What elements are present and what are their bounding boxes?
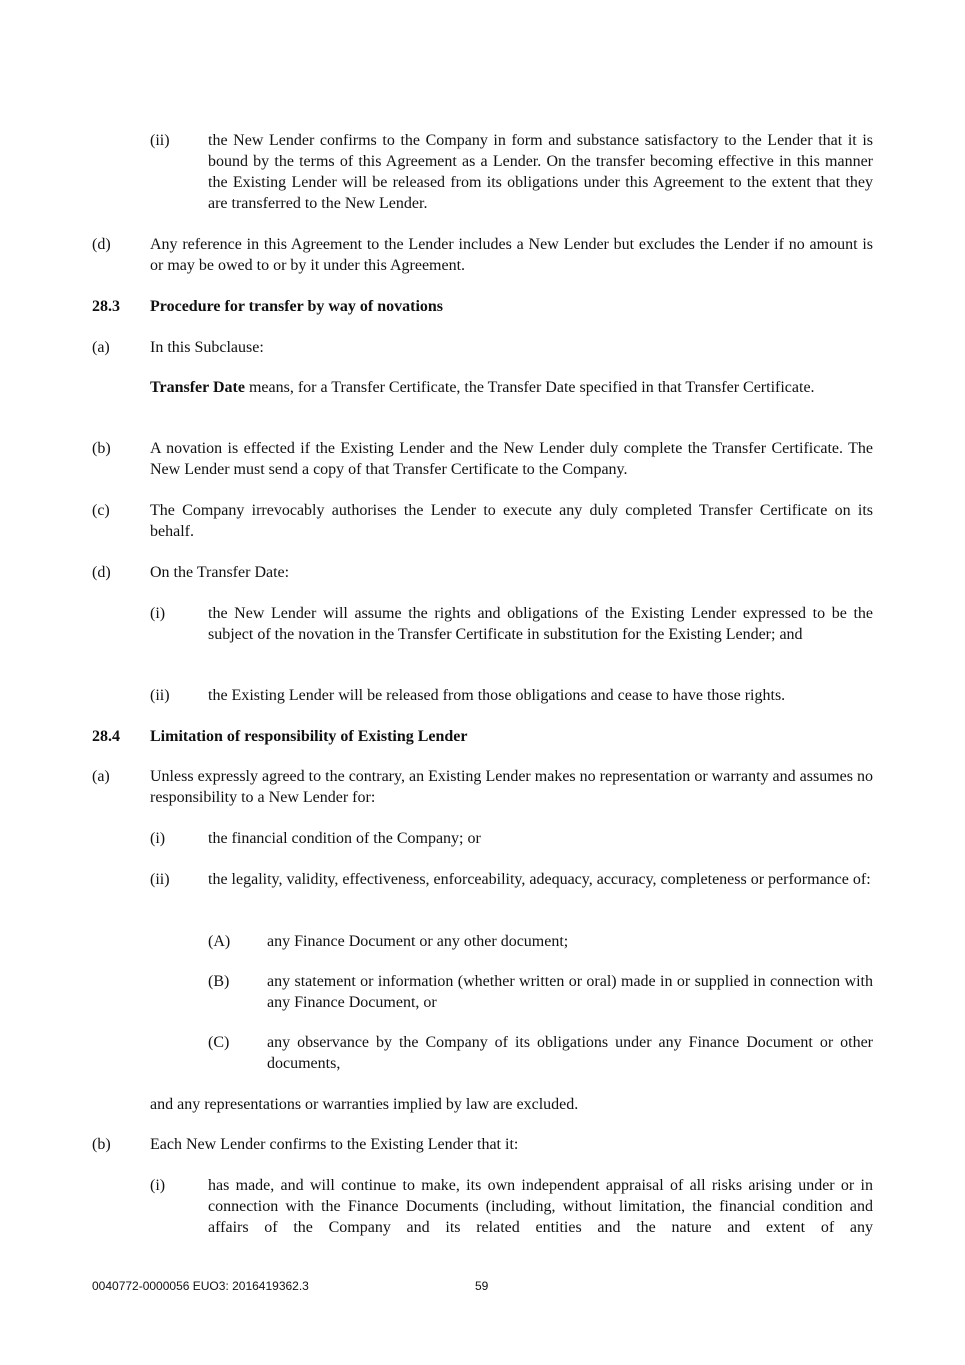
item-label: (a) [92,339,110,356]
paragraph: In this Subclause: [150,339,264,356]
paragraph: any Finance Document or any other document; [267,933,569,950]
paragraph: On the Transfer Date: [150,564,290,581]
item-label: (c) [92,502,110,519]
footer-doc-ref: 0040772-0000056 EUO3: 2016419362.3 [92,1279,309,1293]
paragraph: the New Lender will assume the rights and obligations of the Existing Lender expressed to be the subject of the novation in the Transfer Certificate in substitution for the Existing Lender; and [208,605,873,643]
item-label: (i) [150,830,166,847]
paragraph: A novation is effected if the Existing Lender and the New Lender duly complete the Transfer Certificate. The New Lender must send a copy of that Transfer Certificate to the Company. [150,440,873,478]
item-label: (d) [92,564,111,581]
paragraph: the financial condition of the Company; or [208,830,481,847]
paragraph: any observance by the Company of its obligations under any Finance Document or other documents, [267,1034,873,1072]
item-label: (a) [92,768,110,785]
paragraph: the Existing Lender will be released from those obligations and cease to have those rights. [208,687,786,704]
item-label: (b) [92,1136,111,1153]
defined-term: Transfer Date [150,379,245,396]
section-number: 28.3 [92,298,120,315]
item-label: (A) [208,933,231,950]
paragraph: the legality, validity, effectiveness, enforceability, adequacy, accuracy, completeness or performance of: [208,871,871,888]
item-label: (d) [92,236,111,253]
paragraph: Any reference in this Agreement to the Lender includes a New Lender but excludes the Lender if no amount is or may be owed to or by it under this Agreement. [150,236,873,274]
item-label: (i) [150,1177,166,1194]
item-label: (ii) [150,132,170,149]
item-label: (b) [92,440,111,457]
paragraph: has made, and will continue to make, its own independent appraisal of all risks arising under or in connection with the Finance Documents (including, without limitation, the financial condition and affairs of the Company and its related entities and the nature and extent of any [208,1177,873,1236]
paragraph: Each New Lender confirms to the Existing Lender that it: [150,1136,519,1153]
item-label: (i) [150,605,166,622]
footer-page-number: 59 [475,1279,489,1293]
paragraph: the New Lender confirms to the Company in form and substance satisfactory to the Lender that it is bound by the terms of this Agreement as a Lender. On the transfer becoming effective in this manner the Existing Lender will be released from its obligations under this Agreement to the extent that they are transferred to the New Lender. [208,132,873,212]
section-heading: Procedure for transfer by way of novations [150,298,444,315]
section-heading: Limitation of responsibility of Existing Lender [150,728,468,745]
item-label: (ii) [150,687,170,704]
item-label: (ii) [150,871,170,888]
item-label: (B) [208,973,230,990]
paragraph: The Company irrevocably authorises the Lender to execute any duly completed Transfer Certificate on its behalf. [150,502,873,540]
definition-paragraph [150,377,873,398]
definition-text: means, for a Transfer Certificate, the Transfer Date specified in that Transfer Certificate. [244,379,815,396]
paragraph: any statement or information (whether written or oral) made in or supplied in connection with any Finance Document, or [267,973,873,1011]
paragraph: and any representations or warranties implied by law are excluded. [150,1096,579,1113]
paragraph: Unless expressly agreed to the contrary, an Existing Lender makes no representation or warranty and assumes no responsibility to a New Lender for: [150,768,873,806]
section-number: 28.4 [92,728,120,745]
item-label: (C) [208,1034,230,1051]
